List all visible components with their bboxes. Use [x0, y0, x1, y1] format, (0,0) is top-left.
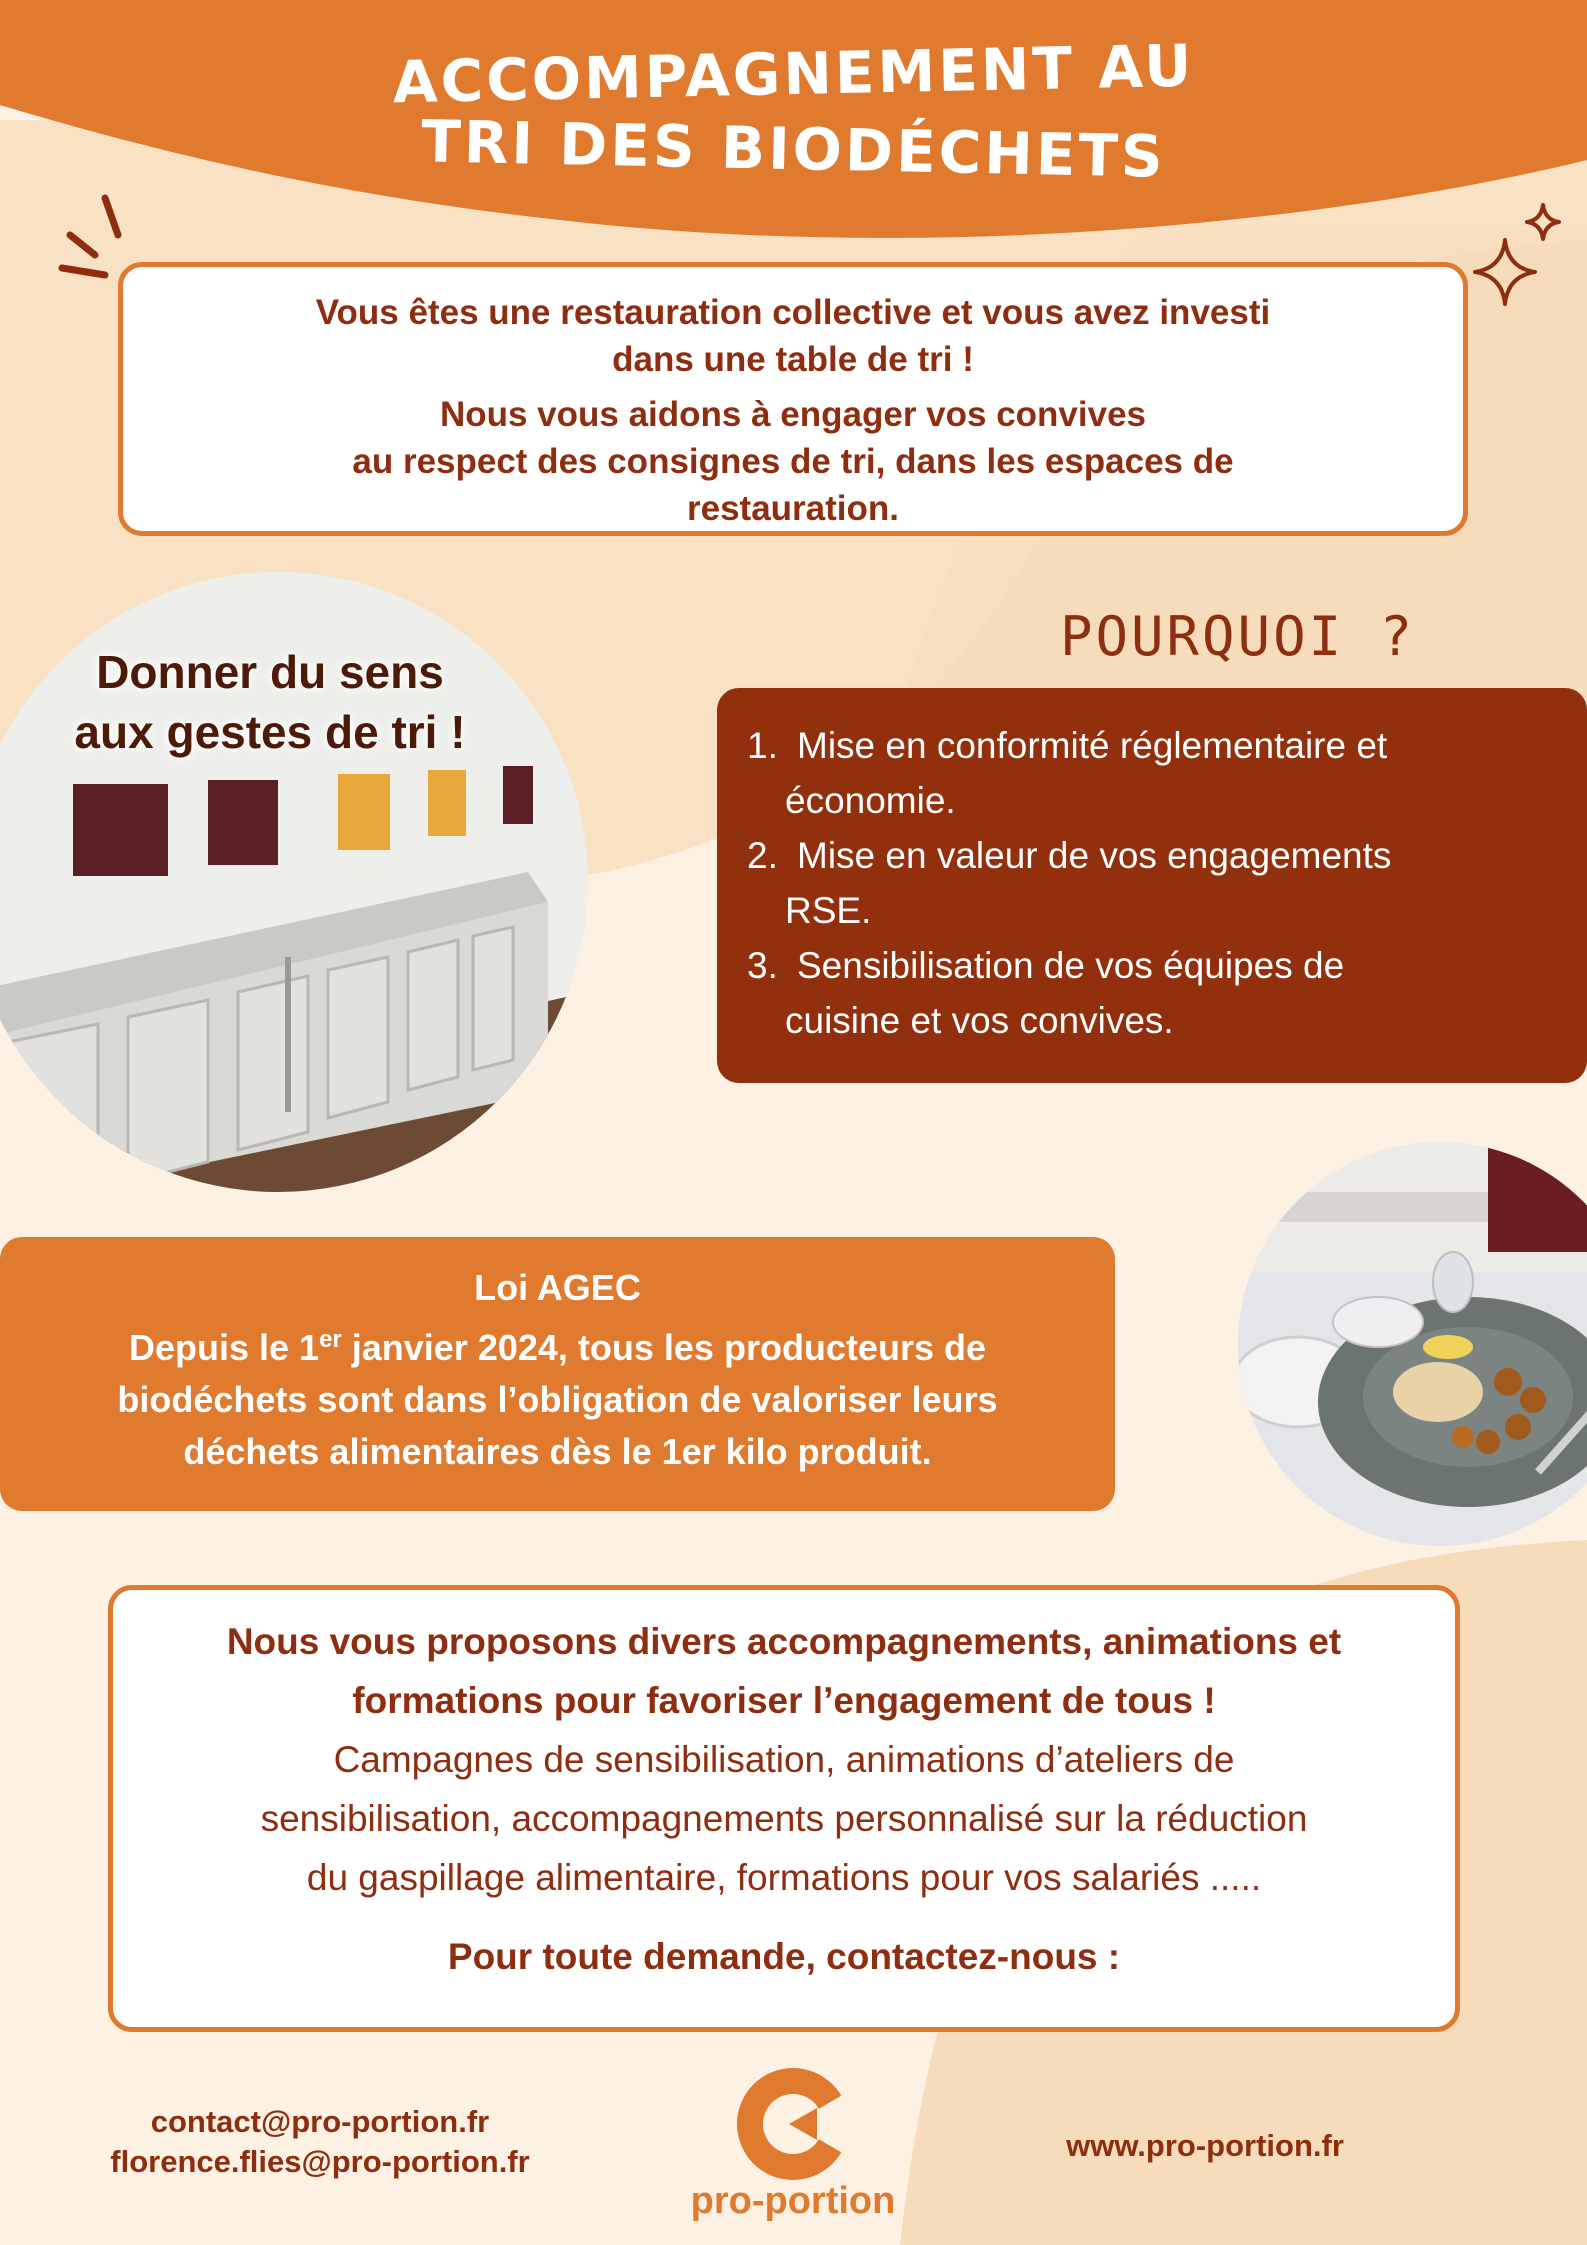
why-title: POURQUOI ? [1060, 605, 1416, 668]
loi-line-3: déchets alimentaires dès le 1er kilo produit. [183, 1431, 932, 1472]
loi-line-1-post: janvier 2024, tous les producteurs de [341, 1327, 986, 1368]
loi-line-2: biodéchets sont dans l’obligation de valoriser leurs [117, 1379, 998, 1420]
why-item-3-line2: cuisine et vos convives. [785, 1000, 1174, 1041]
intro-line-1: Vous êtes une restauration collective et vous avez investi [315, 293, 1271, 332]
intro-line-3: Nous vous aidons à engager vos convives [439, 395, 1147, 434]
why-item-2-line2: RSE. [785, 890, 872, 931]
why-item-1 [717, 718, 1587, 828]
pro-portion-logo-icon [735, 2066, 851, 2182]
intro-line-5: restauration. [687, 489, 899, 528]
offer-line-2: sensibilisation, accompagnements personnalisé sur la réduction [260, 1798, 1308, 1839]
why-box [717, 688, 1587, 1083]
why-item-1-line2: économie. [785, 780, 956, 821]
intro-box [118, 262, 1468, 536]
why-item-1-number: 1. [747, 725, 778, 766]
sparkle-icon [1465, 200, 1565, 315]
offer-line-3: du gaspillage alimentaire, formations pour vos salariés ..... [306, 1857, 1262, 1898]
why-item-2 [717, 828, 1587, 938]
loi-line-1-sup: er [319, 1326, 342, 1353]
offer-line-1: Campagnes de sensibilisation, animations d’ateliers de [333, 1739, 1235, 1780]
website-link[interactable]: www.pro-portion.fr [1066, 2128, 1344, 2163]
photo1-caption-line1: Donner du sens [96, 646, 444, 698]
loi-line-1-pre: Depuis le 1 [128, 1327, 320, 1368]
intro-line-2: dans une table de tri ! [612, 340, 974, 379]
loi-agec-box [0, 1237, 1115, 1511]
loi-title: Loi AGEC [474, 1267, 641, 1308]
accent-lines-icon [50, 180, 130, 280]
contact-email-2[interactable]: florence.flies@pro-portion.fr [110, 2144, 530, 2179]
why-item-3-number: 3. [747, 945, 778, 986]
photo1-caption [40, 642, 500, 762]
intro-line-4: au respect des consignes de tri, dans les espaces de [352, 442, 1234, 481]
why-item-2-number: 2. [747, 835, 778, 876]
why-item-1-line1: Mise en conformité réglementaire et [797, 725, 1388, 766]
offer-cta: Pour toute demande, contactez-nous : [447, 1936, 1121, 1977]
offer-box [108, 1585, 1460, 2032]
why-item-3 [717, 938, 1587, 1048]
why-item-3-line1: Sensibilisation de vos équipes de [797, 945, 1345, 986]
why-list [717, 718, 1587, 1048]
loi-line-1 [0, 1314, 1115, 1374]
contact-email-1[interactable]: contact@pro-portion.fr [150, 2104, 490, 2139]
page-title-line1: ACCOMPAGNEMENT AU [392, 31, 1195, 117]
brand-name: pro-portion [690, 2180, 896, 2222]
offer-bold-line-1: Nous vous proposons divers accompagnements, animations et [226, 1621, 1342, 1662]
contact-emails [70, 2102, 570, 2182]
photo1-caption-line2: aux gestes de tri ! [74, 706, 466, 758]
offer-bold-line-2: formations pour favoriser l’engagement de tous ! [352, 1680, 1216, 1721]
page-title-line2: TRI DES BIODÉCHETS [420, 107, 1167, 191]
why-item-2-line1: Mise en valeur de vos engagements [797, 835, 1392, 876]
